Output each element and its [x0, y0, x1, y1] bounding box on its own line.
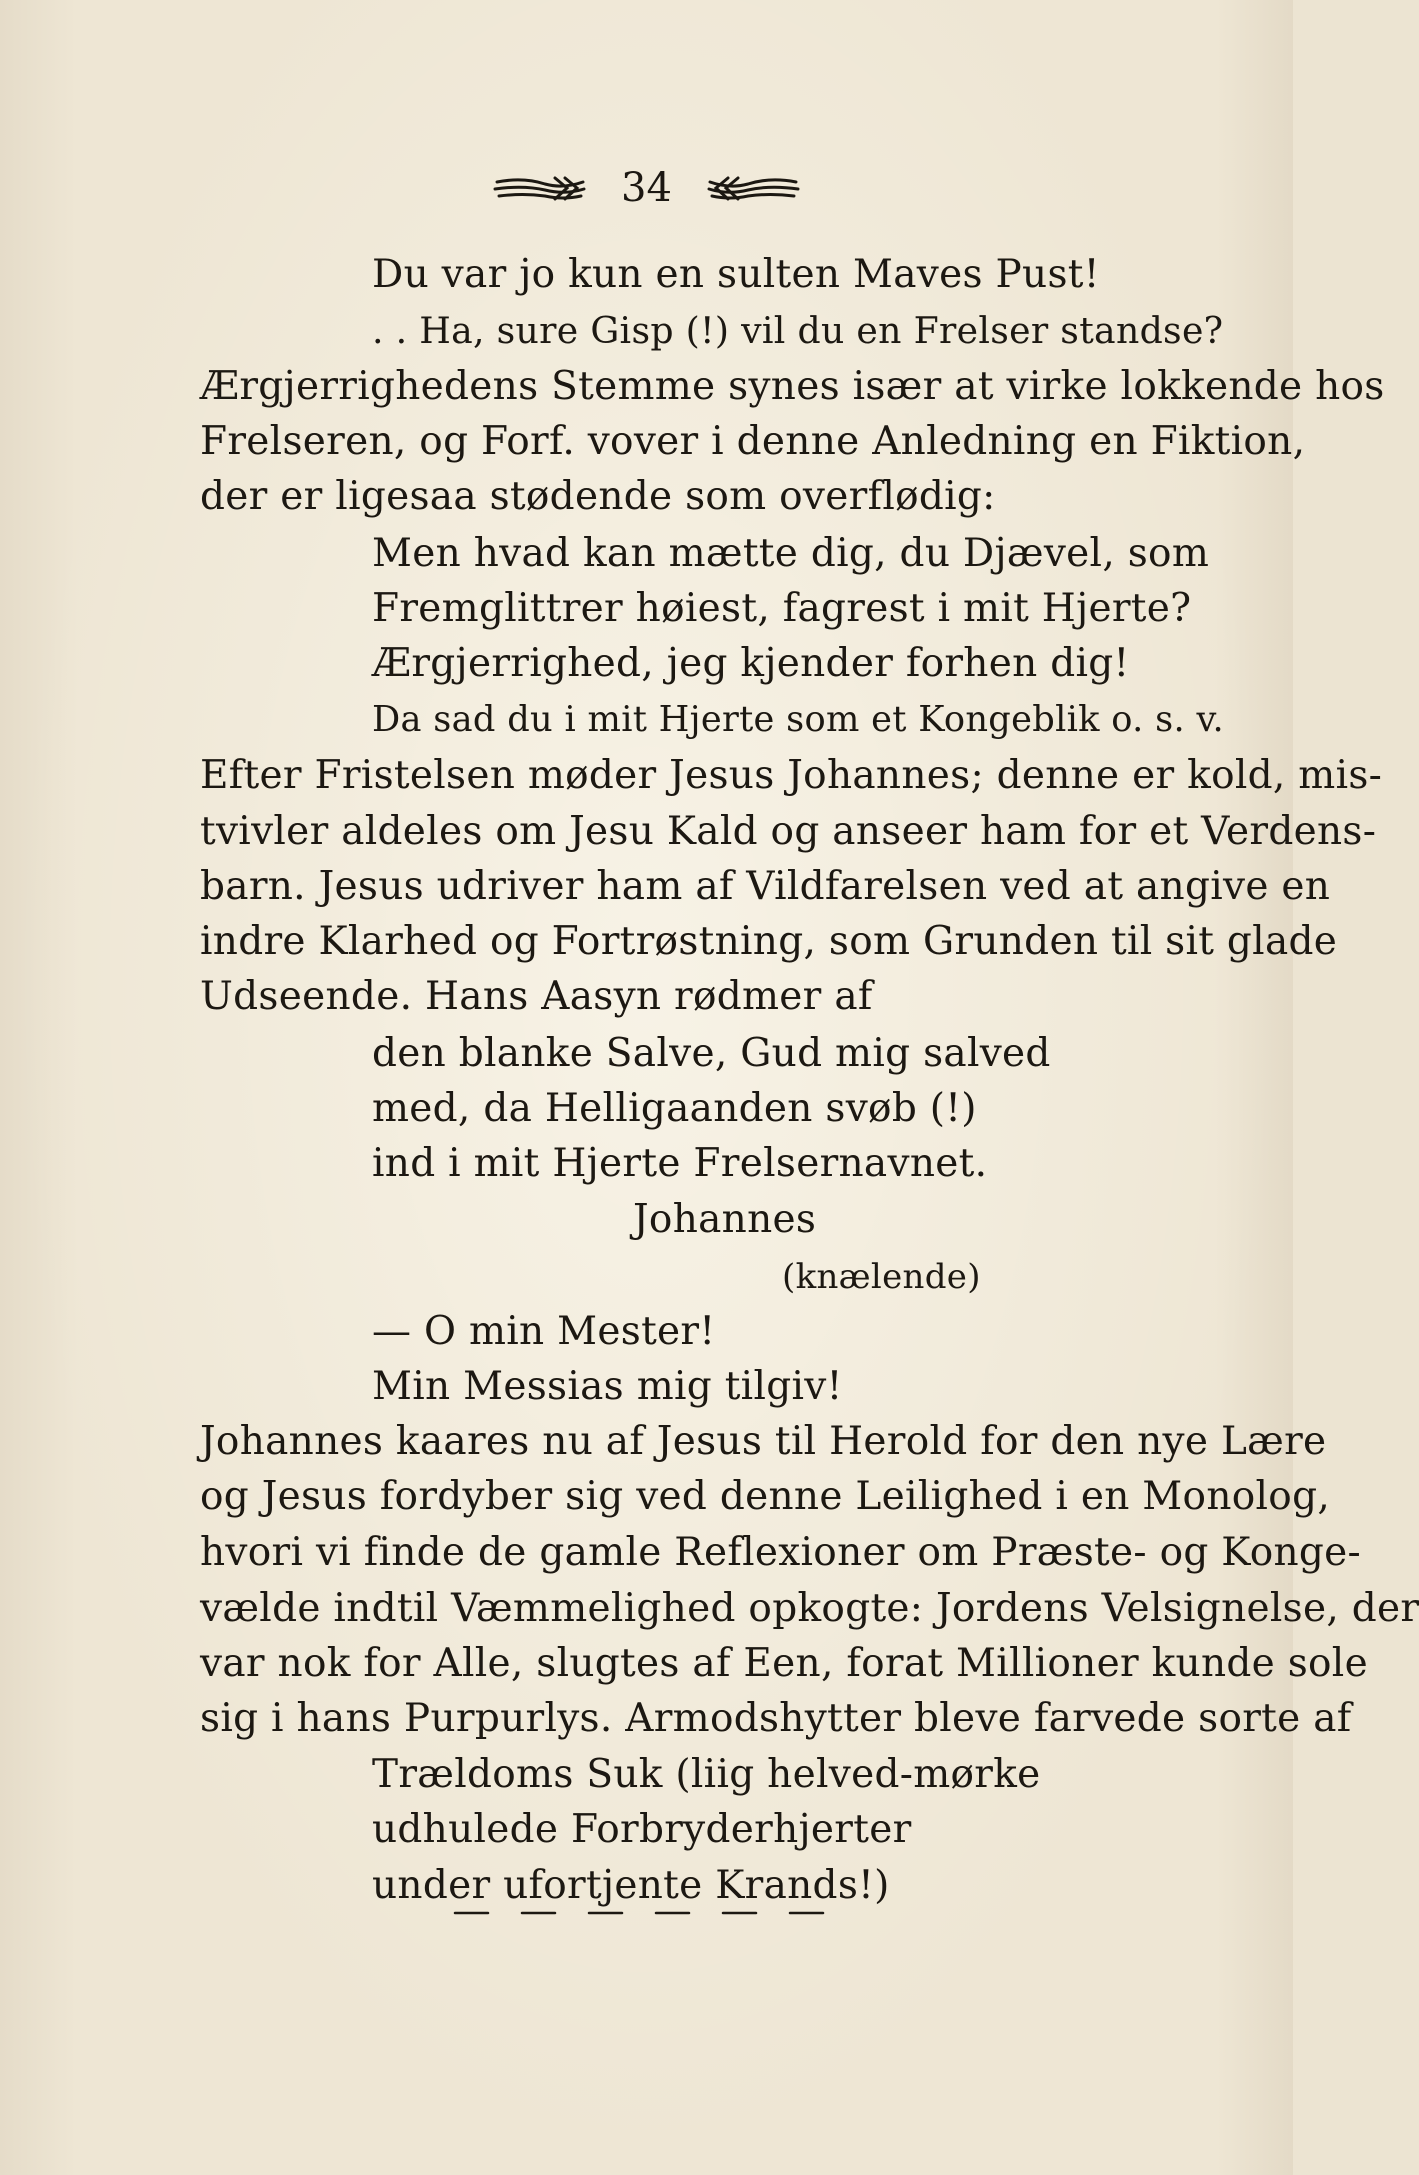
text-line: — O min Mester!: [372, 1309, 716, 1354]
text-line: Johannes kaares nu af Jesus til Herold for den nye Lære: [200, 1419, 1327, 1464]
text-line: Efter Fristelsen møder Jesus Johannes; denne er kold, mis-: [200, 753, 1383, 798]
text-line: vælde indtil Væmmelighed opkogte: Jordens Velsignelse, der: [200, 1586, 1419, 1631]
text-line: indre Klarhed og Fortrøstning, som Grunden til sit glade: [200, 919, 1338, 964]
text-line: med, da Helligaanden svøb (!): [372, 1086, 977, 1131]
text-line: og Jesus fordyber sig ved denne Leilighed i en Monolog,: [200, 1474, 1331, 1519]
speaker-name: Johannes: [633, 1197, 817, 1242]
text-line: Da sad du i mit Hjerte som et Kongeblik o. s. v.: [372, 699, 1224, 740]
text-line: den blanke Salve, Gud mig salved: [372, 1031, 1051, 1076]
stage-direction: (knælende): [782, 1257, 981, 1297]
text-line: Min Messias mig tilgiv!: [372, 1364, 843, 1409]
text-line: Ærgjerrighedens Stemme synes især at virke lokkende hos: [200, 364, 1385, 409]
text-line: sig i hans Purpurlys. Armodshytter bleve farvede sorte af: [200, 1696, 1352, 1741]
text-line: hvori vi finde de gamle Reflexioner om Præste- og Konge-: [200, 1530, 1362, 1575]
flourish-right-icon: [705, 173, 800, 203]
page-number: 34: [621, 165, 672, 211]
text-line: var nok for Alle, slugtes af Een, forat Millioner kunde sole: [200, 1641, 1368, 1686]
text-line: Ærgjerrighed, jeg kjender forhen dig!: [372, 641, 1130, 686]
text-line: tvivler aldeles om Jesu Kald og anseer ham for et Verdens-: [200, 809, 1377, 854]
text-line: der er ligesaa stødende som overflødig:: [200, 474, 996, 519]
flourish-left-icon: [493, 173, 588, 203]
text-line: barn. Jesus udriver ham af Vildfarelsen ved at angive en: [200, 864, 1331, 909]
text-line: ind i mit Hjerte Frelsernavnet.: [372, 1141, 988, 1186]
text-line: Trældoms Suk (liig helved-mørke: [372, 1752, 1041, 1797]
closing-rule: [450, 1908, 830, 1918]
page-header: [0, 158, 1293, 218]
text-line: Du var jo kun en sulten Maves Pust!: [372, 252, 1100, 297]
text-line: Frelseren, og Forf. vover i denne Anledning en Fiktion,: [200, 419, 1306, 464]
text-line: Udseende. Hans Aasyn rødmer af: [200, 974, 873, 1019]
text-line: under ufortjente Krands!): [372, 1863, 890, 1908]
text-line: . . Ha, sure Gisp (!) vil du en Frelser standse?: [372, 309, 1224, 352]
text-line: udhulede Forbryderhjerter: [372, 1807, 912, 1852]
text-line: Men hvad kan mætte dig, du Djævel, som: [372, 531, 1210, 576]
text-line: Fremglittrer høiest, fagrest i mit Hjerte?: [372, 586, 1192, 631]
